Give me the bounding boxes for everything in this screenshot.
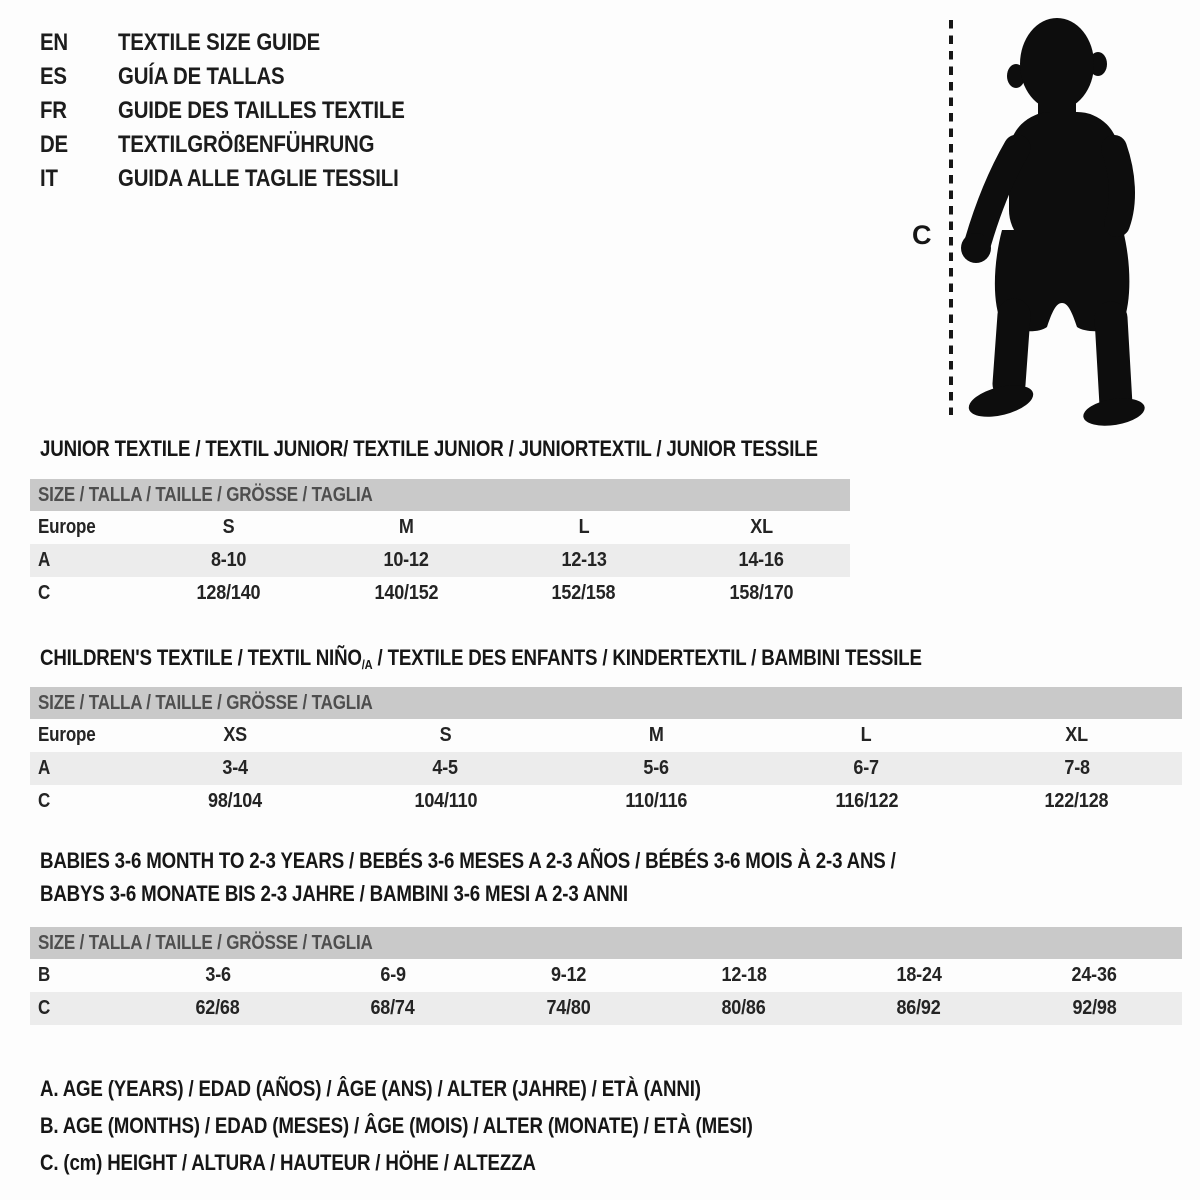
nino-a-subscript: /A — [361, 657, 373, 672]
cell-value: 6-9 — [380, 964, 406, 986]
language-row-es — [40, 60, 455, 94]
height-measure-figure — [890, 12, 1170, 427]
cell-value: 80/86 — [721, 997, 766, 1019]
cell-value: XL — [749, 516, 773, 538]
cell-value: XL — [1065, 724, 1089, 746]
babies-section-title: BABIES 3-6 MONTH TO 2-3 YEARS / BEBÉS 3-6 MESES A 2-3 AÑOS / BÉBÉS 3-6 MOIS À 2-3 ANS / BABYS 3-6 MONATE BIS 2-3 JAHRE / BAMBINI 3-6 MESI A 2-3 ANNI — [40, 848, 896, 906]
cell-value: M — [398, 516, 414, 538]
language-list — [40, 26, 455, 196]
language-code: IT — [40, 165, 58, 192]
cell-value: XS — [223, 724, 248, 746]
language-row-de — [40, 128, 455, 162]
cell-value: 14-16 — [738, 549, 784, 571]
size-header-bar: SIZE / TALLA / TAILLE / GRÖSSE / TAGLIA — [30, 927, 1182, 959]
cell-value: 74/80 — [546, 997, 591, 1019]
junior-section-title: JUNIOR TEXTILE / TEXTIL JUNIOR/ TEXTILE JUNIOR / JUNIORTEXTIL / JUNIOR TESSILE — [40, 436, 818, 461]
cell-value: 24-36 — [1071, 964, 1117, 986]
language-row-en — [40, 26, 455, 60]
figure-measure-label: C — [912, 220, 932, 250]
cell-value: 9-12 — [550, 964, 586, 986]
legend-line-c: C. (cm) HEIGHT / ALTURA / HAUTEUR / HÖHE / ALTEZZA — [40, 1149, 536, 1175]
cell-value: M — [648, 724, 664, 746]
cell-value: 4-5 — [432, 757, 459, 779]
row-label: A — [38, 549, 51, 571]
cell-value: 8-10 — [211, 549, 247, 571]
row-label: C — [38, 582, 51, 604]
legend-line-a: A. AGE (YEARS) / EDAD (AÑOS) / ÂGE (ANS) / ALTER (JAHRE) / ETÀ (ANNI) — [40, 1075, 701, 1101]
cell-value: 18-24 — [896, 964, 942, 986]
cell-value: 152/158 — [551, 582, 616, 604]
table-row-europe — [30, 719, 1182, 752]
children-section-title: CHILDREN'S TEXTILE / TEXTIL $NIÑO_{/A}$ / TEXTILE DES ENFANTS / KINDERTEXTIL / BAMBINI TESSILE — [40, 645, 922, 672]
children-size-table — [30, 687, 1182, 818]
cell-value: 158/170 — [729, 582, 794, 604]
language-title: TEXTILGRÖßENFÜHRUNG — [118, 131, 375, 158]
cell-value: L — [861, 724, 872, 746]
toddler-silhouette-graphic — [890, 12, 1170, 427]
cell-value: 104/110 — [414, 790, 478, 812]
cell-value: S — [222, 516, 235, 538]
table-row-europe — [30, 511, 850, 544]
cell-value: 140/152 — [374, 582, 439, 604]
language-title: GUÍA DE TALLAS — [118, 63, 285, 90]
table-row-age — [30, 544, 850, 577]
cell-value: 12-18 — [721, 964, 767, 986]
cell-value: 68/74 — [370, 997, 416, 1019]
language-code: ES — [40, 63, 67, 90]
language-code: DE — [40, 131, 69, 158]
cell-value: 12-13 — [561, 549, 607, 571]
cell-value: 92/98 — [1072, 997, 1117, 1019]
row-label: Europe — [38, 516, 96, 538]
language-title: GUIDE DES TAILLES TEXTILE — [118, 97, 405, 124]
cell-value: L — [578, 516, 590, 538]
cell-value: 122/128 — [1044, 790, 1109, 812]
measure-legend — [40, 1070, 878, 1181]
row-label: B — [38, 964, 51, 986]
row-label: C — [38, 997, 51, 1019]
table-row-months — [30, 959, 1182, 992]
table-row-height — [30, 785, 1182, 818]
cell-value: 62/68 — [195, 997, 240, 1019]
cell-value: 98/104 — [208, 790, 263, 812]
cell-value: S — [439, 724, 452, 746]
table-row-age — [30, 752, 1182, 785]
language-title: GUIDA ALLE TAGLIE TESSILI — [118, 165, 399, 192]
row-label: A — [38, 757, 51, 779]
language-row-it — [40, 162, 455, 196]
cell-value: 7-8 — [1064, 757, 1090, 779]
cell-value: 3-4 — [222, 757, 248, 779]
language-title: TEXTILE SIZE GUIDE — [118, 29, 321, 56]
table-row-height — [30, 992, 1182, 1025]
cell-value: 3-6 — [204, 964, 231, 986]
row-label: C — [38, 790, 51, 812]
cell-value: 128/140 — [196, 582, 261, 604]
row-label: Europe — [38, 724, 96, 746]
babies-size-table — [30, 927, 1182, 1025]
language-code: FR — [40, 97, 67, 124]
size-header-bar: SIZE / TALLA / TAILLE / GRÖSSE / TAGLIA — [30, 479, 850, 511]
size-header-bar: SIZE / TALLA / TAILLE / GRÖSSE / TAGLIA — [30, 687, 1182, 719]
cell-value: 5-6 — [643, 757, 669, 779]
table-row-height — [30, 577, 850, 610]
legend-line-b: B. AGE (MONTHS) / EDAD (MESES) / ÂGE (MOIS) / ALTER (MONATE) / ETÀ (MESI) — [40, 1112, 753, 1138]
toddler-silhouette — [961, 18, 1147, 427]
language-row-fr — [40, 94, 455, 128]
language-code: EN — [40, 29, 69, 56]
cell-value: 10-12 — [383, 549, 429, 571]
cell-value: 6-7 — [853, 757, 880, 779]
cell-value: 116/122 — [835, 790, 898, 812]
junior-size-table — [30, 479, 850, 610]
cell-value: 110/116 — [625, 790, 687, 812]
cell-value: 86/92 — [896, 997, 942, 1019]
